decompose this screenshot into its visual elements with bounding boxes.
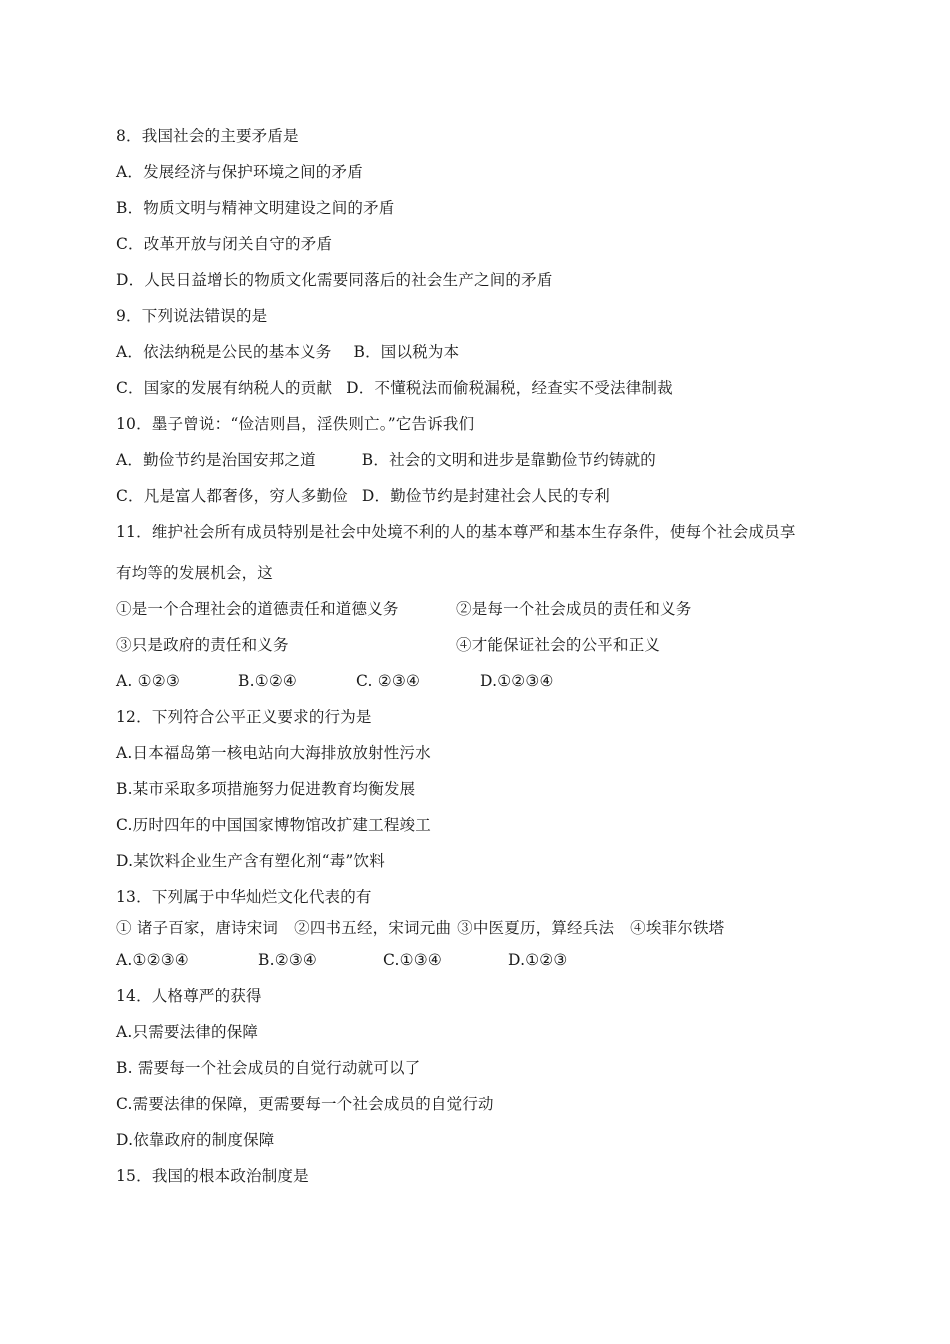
- question-10-option-c: C．凡是富人都奢侈，穷人多勤俭: [116, 487, 348, 505]
- question-11-statement-4: ④才能保证社会的公平和正义: [456, 636, 661, 654]
- question-8-option-c: C．改革开放与闭关自守的矛盾: [116, 235, 333, 253]
- question-13-statement-3: ③中医夏历，算经兵法: [457, 919, 615, 937]
- question-8-stem: 8．我国社会的主要矛盾是: [116, 127, 299, 145]
- question-8-option-a: A．发展经济与保护环境之间的矛盾: [116, 163, 363, 181]
- question-14-option-b: B. 需要每一个社会成员的自觉行动就可以了: [116, 1059, 421, 1077]
- question-14-option-a: A.只需要法律的保障: [116, 1023, 259, 1041]
- question-15-stem: 15．我国的根本政治制度是: [116, 1167, 309, 1185]
- question-11-option-a: A. ①②③: [116, 672, 180, 690]
- question-9-option-b: B．国以税为本: [353, 343, 460, 361]
- question-10-stem: 10．墨子曾说：“俭洁则昌，淫佚则亡。”它告诉我们: [116, 415, 475, 433]
- question-12-option-a: A.日本福岛第一核电站向大海排放放射性污水: [116, 744, 431, 762]
- question-11-stem-line-1: 11．维护社会所有成员特别是社会中处境不利的人的基本尊严和基本生存条件，使每个社会成员享: [116, 523, 796, 541]
- question-10-option-d: D．勤俭节约是封建社会人民的专利: [361, 487, 611, 505]
- question-11-option-d: D.①②③④: [480, 672, 554, 690]
- question-13-option-d: D.①②③: [508, 951, 568, 969]
- question-12-option-b: B.某市采取多项措施努力促进教育均衡发展: [116, 780, 416, 798]
- question-13-statement-4: ④埃菲尔铁塔: [630, 919, 725, 937]
- question-9-option-a: A．依法纳税是公民的基本义务: [116, 343, 332, 361]
- question-13-option-a: A.①②③④: [116, 951, 189, 969]
- question-9-option-d: D．不懂税法而偷税漏税，经查实不受法律制裁: [346, 379, 673, 397]
- question-9-option-c: C．国家的发展有纳税人的贡献: [116, 379, 333, 397]
- question-9-options-cd: [116, 378, 673, 398]
- question-14-stem: 14．人格尊严的获得: [116, 987, 262, 1005]
- question-8-option-d: D．人民日益增长的物质文化需要同落后的社会生产之间的矛盾: [116, 271, 553, 289]
- question-13-statement-2: ②四书五经，宋词元曲: [294, 919, 452, 937]
- question-14-option-c: C.需要法律的保障，更需要每一个社会成员的自觉行动: [116, 1095, 494, 1113]
- question-14-option-d: D.依靠政府的制度保障: [116, 1131, 275, 1149]
- question-11-statement-2: ②是每一个社会成员的责任和义务: [456, 600, 692, 618]
- question-13-statement-1: ① 诸子百家，唐诗宋词: [116, 919, 279, 937]
- question-11-statement-3: ③只是政府的责任和义务: [116, 636, 289, 654]
- question-11-statement-1: ①是一个合理社会的道德责任和道德义务: [116, 600, 399, 618]
- question-8-option-b: B．物质文明与精神文明建设之间的矛盾: [116, 199, 395, 217]
- question-13-option-c: C.①③④: [383, 951, 442, 969]
- question-10-options-ab: [116, 450, 656, 470]
- question-10-option-a: A．勤俭节约是治国安邦之道: [116, 451, 316, 469]
- question-11-option-c: C. ②③④: [356, 672, 421, 690]
- question-13-option-b: B.②③④: [258, 951, 318, 969]
- question-10-option-b: B．社会的文明和进步是靠勤俭节约铸就的: [361, 451, 656, 469]
- question-13-statements: [116, 918, 724, 938]
- question-10-options-cd: [116, 486, 610, 506]
- question-12-stem: 12．下列符合公平正义要求的行为是: [116, 708, 372, 726]
- question-12-option-c: C.历时四年的中国国家博物馆改扩建工程竣工: [116, 816, 431, 834]
- question-11-stem-line-2: 有均等的发展机会，这: [116, 564, 274, 582]
- question-9-options-ab: [116, 342, 459, 362]
- question-9-stem: 9．下列说法错误的是: [116, 307, 268, 325]
- question-12-option-d: D.某饮料企业生产含有塑化剂“毒”饮料: [116, 852, 385, 870]
- question-11-option-b: B.①②④: [238, 672, 298, 690]
- question-13-stem: 13．下列属于中华灿烂文化代表的有: [116, 888, 372, 906]
